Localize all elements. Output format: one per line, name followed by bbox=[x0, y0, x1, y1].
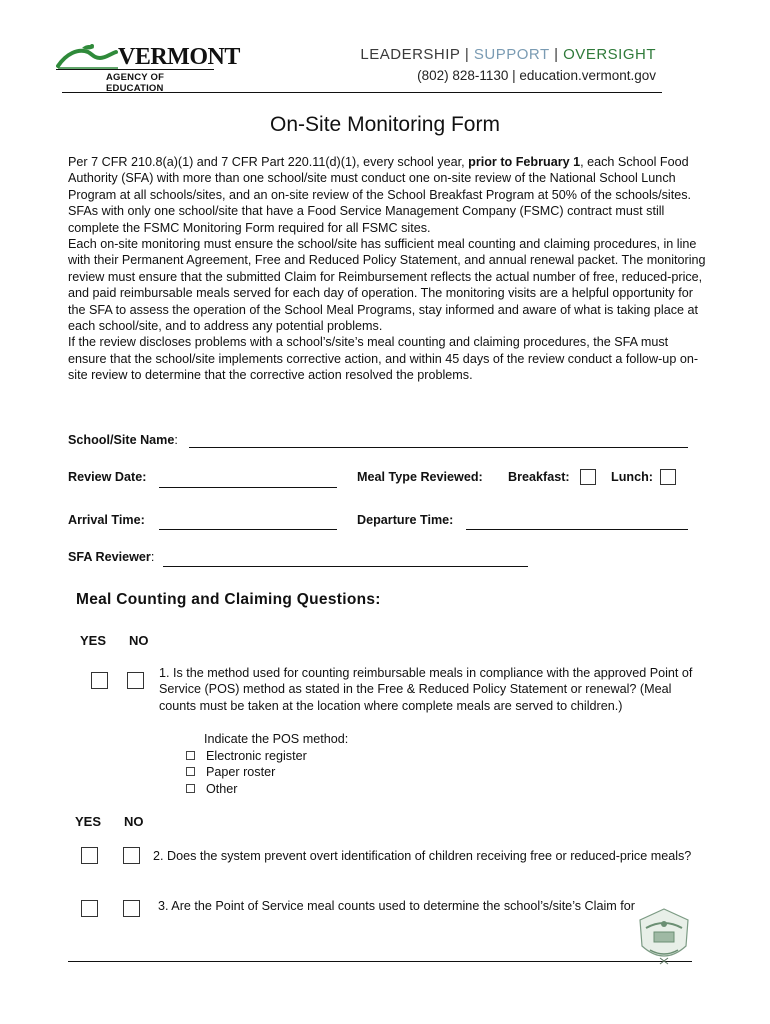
q1-yes-checkbox[interactable] bbox=[91, 672, 108, 689]
school-site-label: School/Site Name: bbox=[68, 433, 178, 447]
q1-no-checkbox[interactable] bbox=[127, 672, 144, 689]
tagline-support: SUPPORT bbox=[473, 46, 550, 63]
review-date-input[interactable] bbox=[159, 487, 337, 488]
sfa-reviewer-label: SFA Reviewer: bbox=[68, 550, 155, 564]
tagline bbox=[300, 46, 656, 63]
arrival-time-label: Arrival Time: bbox=[68, 513, 145, 527]
pos-option-electronic[interactable]: Electronic register bbox=[186, 748, 307, 764]
pos-option-other[interactable]: Other bbox=[186, 781, 238, 797]
meal-type-label: Meal Type Reviewed: bbox=[357, 470, 483, 484]
intro-p1-end: , each School Food Authority (SFA) with more than one school/site must conduct one on-site review of the National School Lunch Program at all schools/sites, and an on-site review of the School Breakfast Program at 50% of the schools/sites. SFAs with only one school/site that have a Food Service Management Company (FSMC) contract must still complete the FSMC Monitoring Form required for all FSMC sites. bbox=[68, 155, 691, 235]
breakfast-checkbox[interactable] bbox=[580, 469, 596, 485]
tagline-leadership: LEADERSHIP bbox=[360, 46, 461, 63]
checkbox-icon bbox=[186, 784, 195, 793]
q2-no-checkbox[interactable] bbox=[123, 847, 140, 864]
q2-yes-checkbox[interactable] bbox=[81, 847, 98, 864]
page-title: On-Site Monitoring Form bbox=[270, 113, 500, 136]
yes-column-header: YES bbox=[80, 633, 107, 648]
question-2: 2. Does the system prevent overt identification of children receiving free or reduced-price meals? bbox=[153, 849, 692, 863]
checkbox-icon bbox=[186, 751, 195, 760]
header-info bbox=[300, 46, 656, 83]
review-date-label: Review Date: bbox=[68, 470, 147, 484]
intro-text bbox=[68, 154, 708, 384]
state-seal-watermark bbox=[636, 906, 692, 968]
q3-yes-checkbox[interactable] bbox=[81, 900, 98, 917]
departure-time-label: Departure Time: bbox=[357, 513, 454, 527]
arrival-time-input[interactable] bbox=[159, 529, 337, 530]
footer-divider bbox=[68, 961, 692, 962]
section-title: Meal Counting and Claiming Questions: bbox=[76, 591, 381, 608]
no-column-header: NO bbox=[129, 633, 149, 648]
school-site-input[interactable] bbox=[189, 447, 688, 448]
lunch-label: Lunch: bbox=[611, 470, 653, 484]
agency-logo bbox=[56, 40, 240, 94]
deadline-emphasis: prior to February 1 bbox=[468, 155, 581, 169]
seal-icon bbox=[636, 906, 692, 968]
pos-option-paper[interactable]: Paper roster bbox=[186, 764, 275, 780]
yes-column-header-2: YES bbox=[75, 814, 102, 829]
header-divider bbox=[62, 92, 662, 93]
checkbox-icon bbox=[186, 767, 195, 776]
intro-p1-start: Per 7 CFR 210.8(a)(1) and 7 CFR Part 220.11(d)(1), every school year, bbox=[68, 155, 469, 169]
breakfast-label: Breakfast: bbox=[508, 470, 570, 484]
tagline-separator: | bbox=[464, 46, 470, 63]
sfa-reviewer-input[interactable] bbox=[163, 566, 528, 567]
tagline-separator: | bbox=[554, 46, 559, 63]
departure-time-input[interactable] bbox=[466, 529, 688, 530]
intro-paragraph-2: Each on-site monitoring must ensure the school/site has sufficient meal counting and claiming procedures, in line with their Permanent Agreement, Free and Reduced Policy Statement, and annual renewal packet. The monitoring review must ensure that the submitted Claim for Reimbursement reflects the actual number of free, reduced-price, and paid reimbursable meals served for each day of operation. The monitoring visits are a helpful opportunity for the SFA to assess the operation of the School Meal Programs, stay informed and aware of what is taking place at each school/site, and to address any potential problems. bbox=[68, 237, 706, 334]
contact-info: (802) 828-1130 | education.vermont.gov bbox=[417, 68, 656, 83]
logo-name: VERMONT bbox=[118, 44, 240, 70]
logo-sub-rule bbox=[56, 69, 214, 70]
intro-paragraph-3: If the review discloses problems with a school’s/site’s meal counting and claiming procedures, the SFA must ensure that the school/site implements corrective action, and within 45 days of the review conduct a follow-up on-site review to determine that the corrective action resolved the problems. bbox=[68, 335, 699, 383]
q3-no-checkbox[interactable] bbox=[123, 900, 140, 917]
logo-subtitle: AGENCY OF EDUCATION bbox=[106, 72, 165, 94]
intro-paragraph-1 bbox=[68, 154, 708, 236]
question-3: 3. Are the Point of Service meal counts used to determine the school’s/site’s Claim for bbox=[158, 899, 635, 913]
question-1: 1. Is the method used for counting reimbursable meals in compliance with the approved Point of Service (POS) method as stated in the Free & Reduced Policy Statement or renewal? (Meal counts must be taken at the location where complete meals are served to children.) bbox=[159, 666, 693, 713]
no-column-header-2: NO bbox=[124, 814, 144, 829]
pos-method-prompt: Indicate the POS method: bbox=[204, 732, 349, 746]
lunch-checkbox[interactable] bbox=[660, 469, 676, 485]
tagline-oversight: OVERSIGHT bbox=[563, 46, 656, 63]
